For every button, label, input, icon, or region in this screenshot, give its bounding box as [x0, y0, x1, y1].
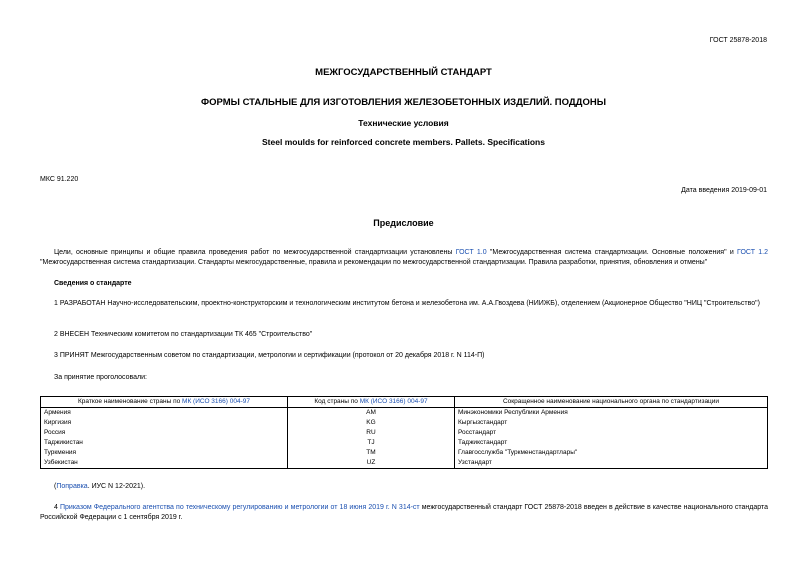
item-enacted — [40, 503, 768, 523]
header-country-code — [288, 397, 455, 408]
body-cell: Таджикстандарт — [455, 438, 768, 448]
preface-heading: Предисловие — [373, 218, 434, 228]
country-cell: Таджикистан — [41, 438, 288, 448]
header-country-name-text: Краткое наименование страны по — [78, 398, 183, 405]
preface-paragraph — [40, 248, 768, 268]
item-submitted: 2 ВНЕСЕН Техническим комитетом по стандартизации ТК 465 "Строительство" — [54, 331, 313, 338]
standard-title-english: Steel moulds for reinforced concrete members. Pallets. Specifications — [262, 137, 545, 147]
header-national-body: Сокращенное наименование национального органа по стандартизации — [455, 397, 768, 408]
body-cell: Росстандарт — [455, 428, 768, 438]
header-country-code-text: Код страны по — [314, 398, 360, 405]
amendment-link[interactable]: Поправка — [56, 483, 88, 490]
gost-1-0-link[interactable]: ГОСТ 1.0 — [455, 249, 487, 256]
item-developed: 1 РАЗРАБОТАН Научно-исследовательским, проектно-конструкторским и технологическим институтом бетона и железобетона им. А.А.Гвоздева (НИИЖБ), отделением (Акционерное Общество "НИЦ "Строительство") — [54, 300, 760, 307]
introduction-date: Дата введения 2019-09-01 — [681, 187, 767, 194]
code-cell: UZ — [288, 458, 455, 469]
code-cell: KG — [288, 418, 455, 428]
body-cell: Кыргызстандарт — [455, 418, 768, 428]
code-cell: RU — [288, 428, 455, 438]
table-row — [41, 438, 768, 448]
table-header-row — [41, 397, 768, 408]
body-cell: Узстандарт — [455, 458, 768, 469]
preface-text-3: "Межгосударственная система стандартизации. Стандарты межгосударственные, правила и рекомендации по межгосударственной стандартизации. Правила разработки, принятия, обновления и отмены" — [40, 259, 708, 266]
order-link[interactable]: Приказом Федерального агентства по техническому регулированию и метрологии от 18 июня 2019 г. N 314-ст — [60, 504, 420, 511]
standard-heading: МЕЖГОСУДАРСТВЕННЫЙ СТАНДАРТ — [315, 67, 492, 78]
table-row — [41, 408, 768, 419]
table-row — [41, 428, 768, 438]
item-enacted-num: 4 — [54, 504, 60, 511]
document-code: ГОСТ 25878-2018 — [709, 37, 767, 44]
table-row — [41, 458, 768, 469]
body-cell: Минэкономики Республики Армения — [455, 408, 768, 419]
standard-subtitle: Технические условия — [358, 118, 449, 128]
gost-1-2-link[interactable]: ГОСТ 1.2 — [737, 249, 768, 256]
preface-text-2: "Межгосударственная система стандартизации. Основные положения" и — [486, 249, 738, 256]
code-cell: AM — [288, 408, 455, 419]
code-cell: TJ — [288, 438, 455, 448]
country-cell: Туркмения — [41, 448, 288, 458]
amendment-rest: . ИУС N 12-2021). — [87, 483, 146, 490]
preface-text-1: Цели, основные принципы и общие правила проведения работ по межгосударственной стандартизации установлены — [54, 249, 456, 256]
standard-info-heading: Сведения о стандарте — [54, 280, 132, 287]
mks-code: МКС 91.220 — [40, 176, 79, 183]
body-cell: Главгосслужба "Туркменстандартлары" — [455, 448, 768, 458]
mk-iso-link[interactable]: МК (ИСО 3166) 004-97 — [359, 398, 428, 405]
standard-title: ФОРМЫ СТАЛЬНЫЕ ДЛЯ ИЗГОТОВЛЕНИЯ ЖЕЛЕЗОБЕТОННЫХ ИЗДЕЛИЙ. ПОДДОНЫ — [201, 97, 606, 108]
voted-label: За принятие проголосовали: — [54, 374, 147, 381]
amendment-note — [40, 482, 768, 492]
country-cell: Россия — [41, 428, 288, 438]
code-cell: TM — [288, 448, 455, 458]
item-adopted: 3 ПРИНЯТ Межгосударственным советом по стандартизации, метрологии и сертификации (протокол от 20 декабря 2018 г. N 114-П) — [54, 352, 485, 359]
mk-iso-link[interactable]: МК (ИСО 3166) 004-97 — [182, 398, 250, 405]
item-enacted-rest: межгосударственный стандарт ГОСТ 25878-2018 введен в действие в качестве национального стандарта Российской Федерации с 1 сентября 2019 г. — [40, 504, 768, 521]
country-cell: Киргизия — [41, 418, 288, 428]
table-row — [41, 448, 768, 458]
table-row — [41, 418, 768, 428]
amendment-open: ( — [54, 483, 57, 490]
country-cell: Узбекистан — [41, 458, 288, 469]
voting-table — [40, 396, 768, 469]
country-cell: Армения — [41, 408, 288, 419]
header-country-name — [41, 397, 288, 408]
